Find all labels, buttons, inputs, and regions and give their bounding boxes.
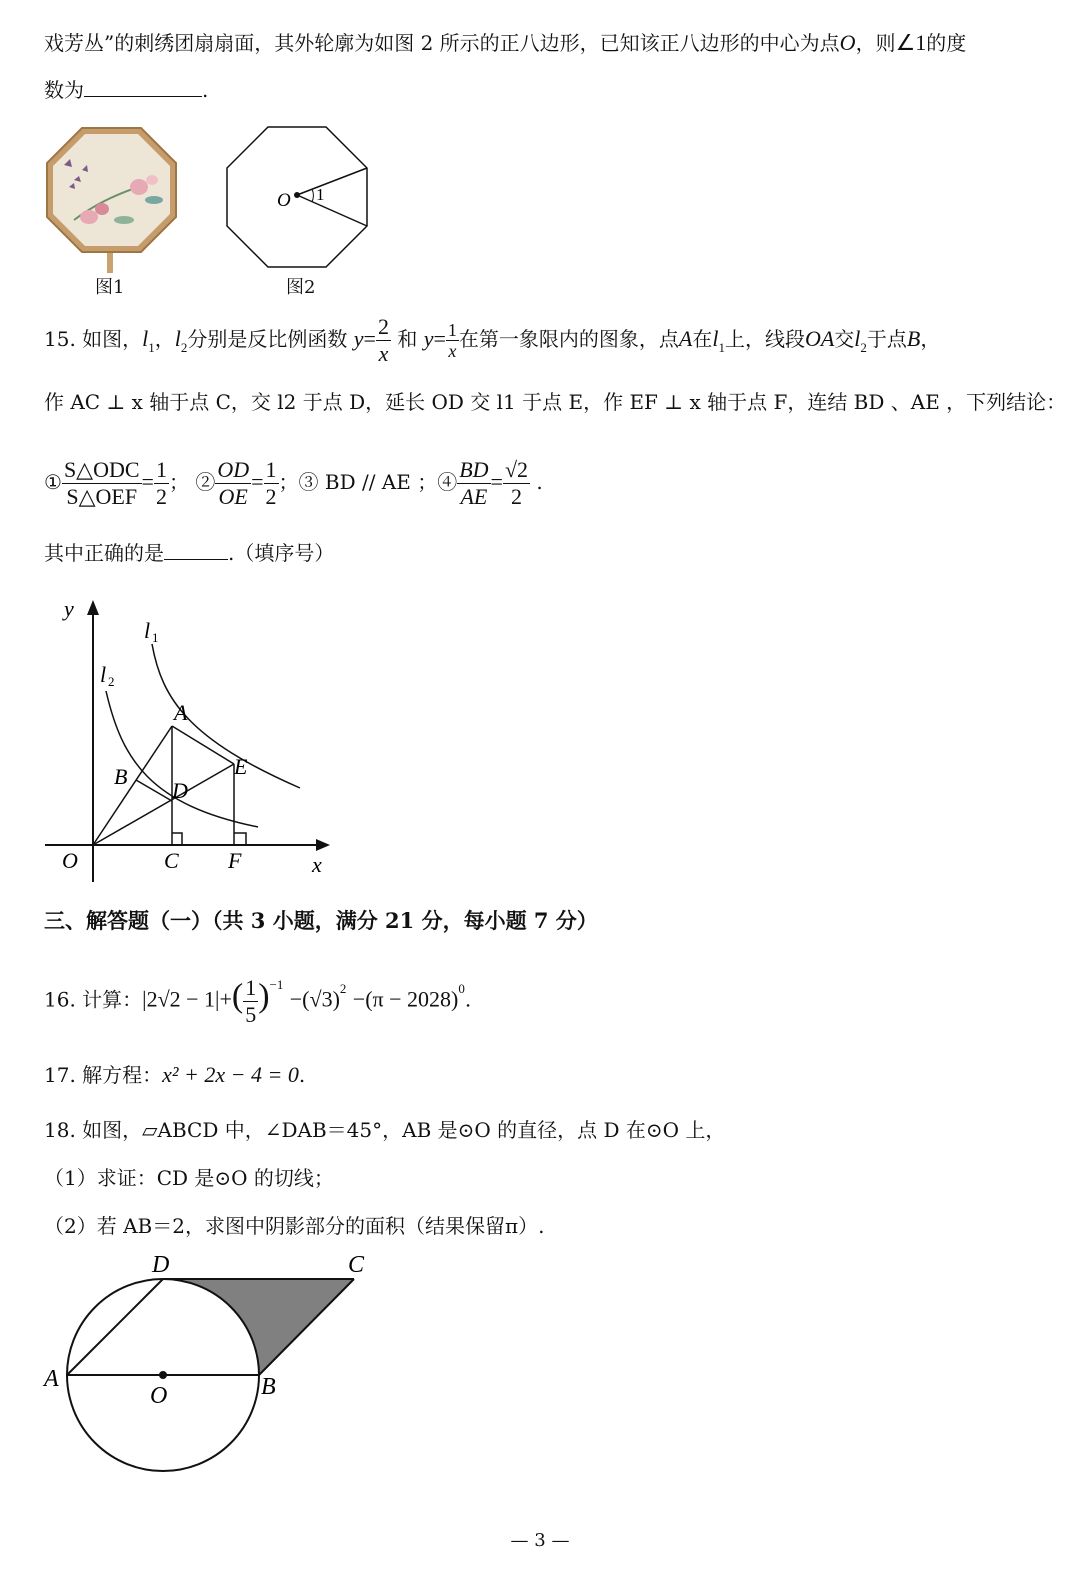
q15-text-1: 分别是反比例函数 <box>187 327 348 351</box>
semi-1: ； <box>168 470 189 494</box>
intro-text-b: ，则 <box>855 31 896 55</box>
q15-ask: 其中正确的是 <box>44 541 164 565</box>
flower-2 <box>95 203 109 215</box>
label-y: y <box>64 596 74 621</box>
conclusion-1-marker: ① <box>44 470 62 494</box>
q15-text-2: 和 <box>397 327 418 351</box>
intro-line-1 <box>44 32 966 54</box>
caption-fig2: 图2 <box>286 277 316 298</box>
frac-den: 2 <box>511 484 522 509</box>
conclusion-2-value <box>264 457 279 510</box>
frac-num: BD <box>459 457 489 482</box>
q16-minus1: − <box>289 986 303 1012</box>
q15-number: 15. 如图， <box>44 327 143 351</box>
angle-arc <box>312 189 313 202</box>
point-o: O <box>839 30 856 55</box>
q15-y2: y <box>423 326 434 351</box>
conclusion-4-value <box>503 457 530 510</box>
q15-graph <box>40 590 340 890</box>
q15-line-1 <box>44 313 940 369</box>
q15-text-8: ， <box>920 327 941 351</box>
semi-2: ； <box>278 470 299 494</box>
eq-c4: = <box>490 469 503 494</box>
q16-plus: + <box>219 986 232 1012</box>
q16-line <box>44 962 471 1028</box>
label-c: C <box>164 848 179 873</box>
q15-l1: l <box>142 326 149 351</box>
conclusion-2-marker: ② <box>195 470 216 494</box>
conclusion-1-value <box>154 457 169 510</box>
label-a-18: A <box>44 1366 59 1392</box>
center-dot <box>294 192 300 198</box>
eq-c2: = <box>251 469 264 494</box>
label-c-18: C <box>348 1252 365 1278</box>
frac-den: AE <box>460 484 488 509</box>
q15-oa: OA <box>804 326 835 351</box>
q15-text-5: 上，线段 <box>724 327 805 351</box>
frac-num: √2 <box>504 457 529 482</box>
q17-label: 17. 解方程： <box>44 1063 163 1087</box>
label-a: A <box>174 700 188 725</box>
angle-1: ∠1 <box>895 30 927 55</box>
frac-num: 1 <box>245 974 257 1000</box>
q18-part-1: （1）求证：CD 是⊙O 的切线； <box>44 1166 334 1190</box>
conclusion-4-ratio <box>457 457 490 510</box>
q17-line <box>44 1064 305 1086</box>
answer-blank-15[interactable] <box>164 555 228 560</box>
q15-l1-sub: 1 <box>148 340 155 355</box>
caption-fig1: 图1 <box>95 277 125 298</box>
radius-lower <box>297 195 367 226</box>
label-b-18: B <box>261 1374 276 1400</box>
q15-text-6: 交 <box>834 327 855 351</box>
q16-label: 16. 计算： <box>44 987 143 1012</box>
fan-silk <box>53 134 170 246</box>
page-number: — 3 — <box>510 1530 570 1551</box>
octagon-figure <box>222 122 372 272</box>
q18-figure <box>40 1248 380 1518</box>
q15-l2: l <box>174 326 181 351</box>
q16-exp2: 2 <box>339 981 347 996</box>
q15-ask-end: .（填序号） <box>228 541 335 565</box>
octagon-label-o: O <box>277 190 291 211</box>
q16-minus2: − <box>352 986 366 1012</box>
q15-l2-b: l <box>854 326 861 351</box>
frac-den: S△OEF <box>66 484 138 509</box>
paren-open: ( <box>231 977 244 1015</box>
frac-den: x <box>448 341 457 361</box>
flower-1 <box>80 210 98 224</box>
eq-c1: = <box>141 469 154 494</box>
q17-equation: x² + 2x − 4 = 0 <box>162 1062 299 1087</box>
section-3-heading: 三、解答题（一）（共 3 小题，满分 21 分，每小题 7 分） <box>44 908 598 933</box>
segment-oa <box>93 726 172 845</box>
frac-den: OE <box>218 484 248 509</box>
frac-num: 1 <box>155 457 167 482</box>
q18-line-1: 18. 如图，▱ABCD 中，∠DAB＝45°，AB 是⊙O 的直径，点 D 在⊙O 上， <box>44 1118 726 1142</box>
frac-num: OD <box>217 457 250 482</box>
q15-text-4: 在 <box>692 327 713 351</box>
q15-eq1: = <box>363 326 376 351</box>
q16-exp3: 0 <box>458 981 465 996</box>
frac-num: 1 <box>265 457 277 482</box>
intro-line-2 <box>44 80 208 100</box>
q15-fraction-1x <box>446 320 459 361</box>
intro-line2-text: 数为 <box>44 78 84 102</box>
flower-3 <box>130 179 148 195</box>
q15-text-3: 在第一象限内的图象，点 <box>458 327 679 351</box>
flower-4 <box>146 175 158 185</box>
right-angle-c <box>172 833 182 845</box>
q15-l1-sub-b: 1 <box>718 340 725 355</box>
frac-den: 2 <box>155 484 167 509</box>
label-l2-sub: 2 <box>108 674 115 689</box>
conclusion-2-ratio <box>215 457 251 510</box>
leaf-2 <box>145 196 163 204</box>
radius-upper <box>297 168 367 195</box>
leaf-1 <box>114 216 134 224</box>
label-l1: l <box>144 618 151 643</box>
fan-image <box>44 125 179 275</box>
q16-exp1: −1 <box>269 977 284 992</box>
q15-sep: ， <box>154 327 175 351</box>
frac-den: x <box>378 341 389 366</box>
q15-y1: y <box>353 326 364 351</box>
q16-end: . <box>464 987 472 1012</box>
label-l2: l <box>100 662 107 687</box>
octagon-label-1: 1 <box>316 185 325 204</box>
frac-num: 2 <box>377 314 389 339</box>
label-f: F <box>228 848 242 873</box>
q15-point-b: B <box>906 326 921 351</box>
q15-point-a: A <box>678 326 693 351</box>
label-o: O <box>62 848 78 873</box>
x-axis-arrow <box>316 839 330 851</box>
q15-question <box>44 543 334 563</box>
frac-num: S△ODC <box>63 457 140 482</box>
y-axis-arrow <box>87 600 99 615</box>
q16-fraction <box>243 975 258 1028</box>
q16-sqrt3: (√3) <box>302 986 340 1012</box>
intro-text-a: 戏芳丛”的刺绣团扇扇面，其外轮廓为如图 2 所示的正八边形，已知该正八边形的中心为点 <box>44 31 840 55</box>
q15-text-7: 于点 <box>866 327 907 351</box>
label-x: x <box>312 852 322 877</box>
segment-ad <box>67 1279 163 1375</box>
q16-paren: (π − 2028) <box>365 986 459 1012</box>
label-o-18: O <box>150 1383 168 1409</box>
q15-l1-b: l <box>712 326 719 351</box>
conclusion-3: ③ BD // AE ；④ <box>298 470 458 494</box>
label-d-18: D <box>152 1252 170 1278</box>
center-o-dot <box>159 1371 167 1379</box>
frac-den: 5 <box>245 1001 257 1027</box>
intro-text-c: 的度 <box>926 31 967 55</box>
q18-part-2: （2）若 AB＝2，求图中阴影部分的面积（结果保留π）. <box>44 1214 545 1238</box>
label-e: E <box>234 754 248 779</box>
q17-end: . <box>298 1063 306 1087</box>
label-b: B <box>114 764 128 789</box>
q15-fraction-2x <box>376 314 391 367</box>
conclusion-1-ratio <box>62 457 142 510</box>
label-l1-sub: 1 <box>152 630 159 645</box>
right-angle-f <box>234 833 246 845</box>
answer-blank-14[interactable] <box>84 92 202 97</box>
label-d: D <box>172 778 188 803</box>
q15-period: . <box>536 470 543 494</box>
paren-close: ) <box>258 977 270 1015</box>
q15-eq2: = <box>433 326 446 351</box>
q15-line-2: 作 AC ⊥ x 轴于点 C，交 l2 于点 D，延长 OD 交 l1 于点 E，作 EF ⊥ x 轴于点 F，连结 BD 、AE ，下列结论： <box>44 390 1067 414</box>
q15-conclusions <box>44 450 543 514</box>
intro-line2-end: . <box>202 78 209 102</box>
q15-l2-sub-b: 2 <box>860 340 867 355</box>
q16-abs: |2√2 − 1| <box>142 986 220 1012</box>
q15-l2-sub: 2 <box>180 340 188 355</box>
frac-num: 1 <box>447 320 457 340</box>
frac-den: 2 <box>265 484 277 509</box>
